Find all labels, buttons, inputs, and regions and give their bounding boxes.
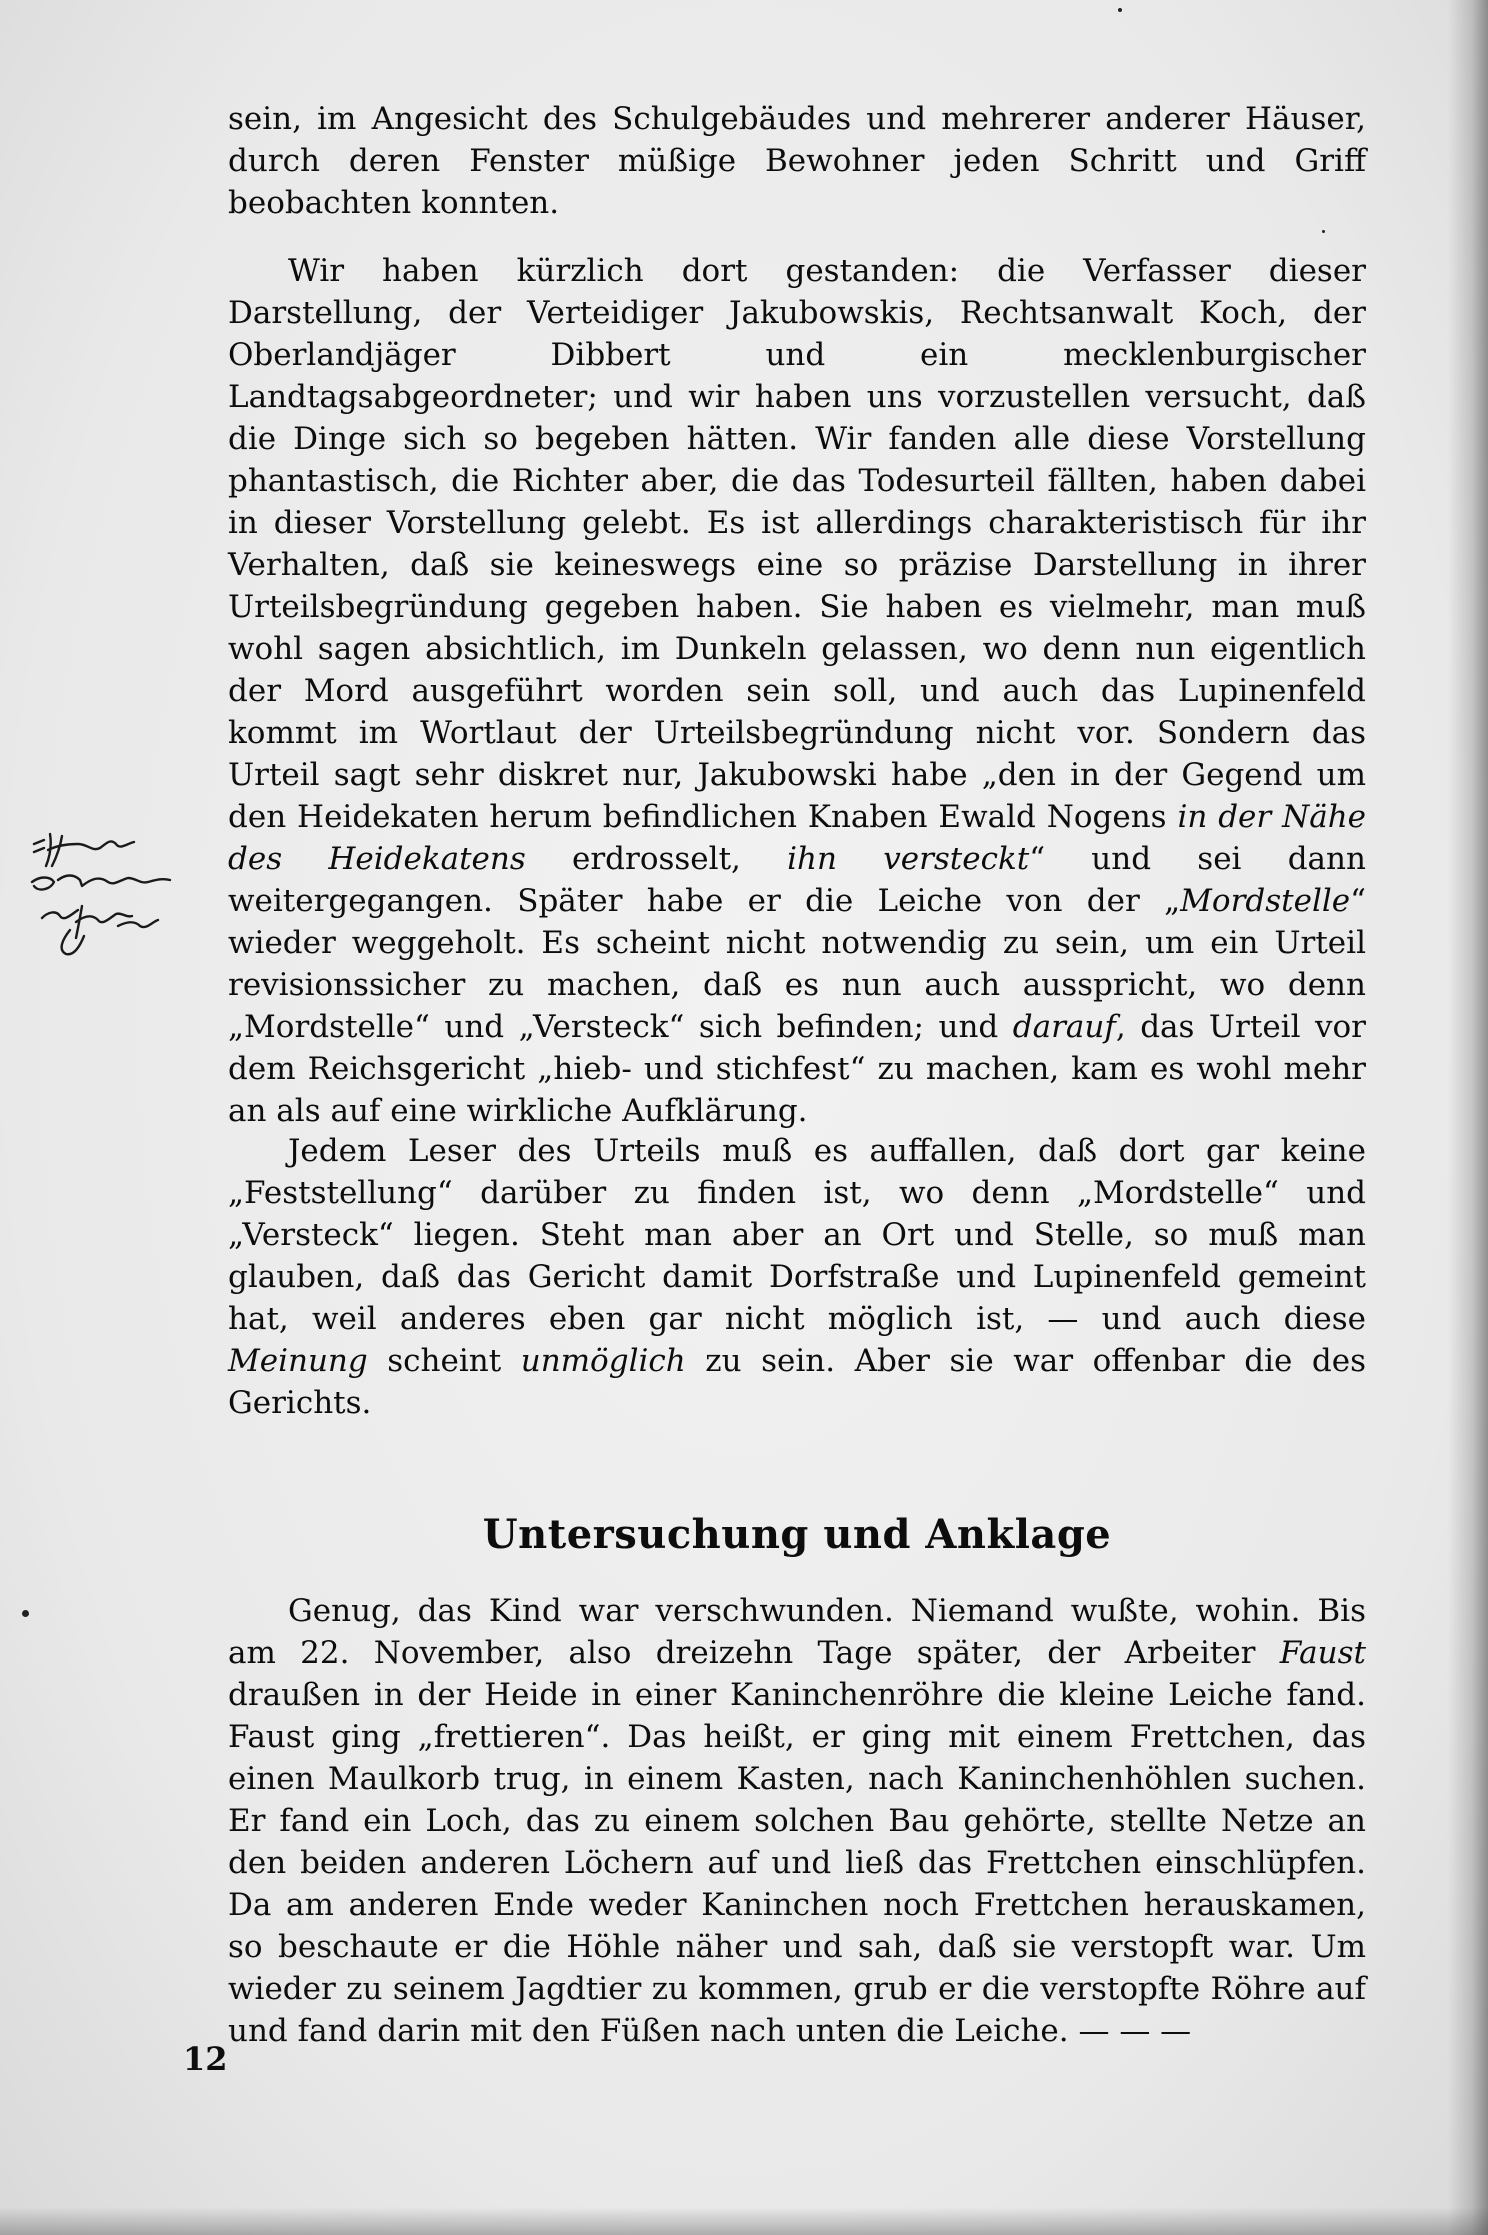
ink-speck (1118, 8, 1122, 12)
paragraph-text (228, 1130, 1366, 1424)
italic-run: Mordstelle (1180, 883, 1351, 919)
paragraph-text (228, 1590, 1366, 2052)
text-run: draußen in der Heide in einer Kaninchenröhre die kleine Leiche fand. Faust ging „frettieren“. Das heißt, er ging mit einem Frettchen, das einen Maulkorb trug, in einem Kasten, nach Kaninchenhöhlen suchen. Er fand ein Loch, das zu einem solchen Bau gehörte, stellte Netze an den beiden anderen Löchern auf und ließ das Frettchen einschlüpfen. Da am anderen Ende weder Kaninchen noch Frettchen herauskamen, so beschaute er die Höhle näher und sah, daß sie verstopft war. Um wieder zu seinem Jagdtier zu kommen, grub er die verstopfte Röhre auf und fand darin mit den Füßen nach unten die Leiche. — — — (228, 1677, 1366, 2049)
italic-run: ihn versteckt (787, 841, 1030, 877)
section-heading: Untersuchung und Anklage (482, 1511, 1112, 1558)
paragraph-discovery (228, 1590, 1366, 2052)
paragraph-reader-note (228, 1130, 1366, 1424)
paragraph-continuation (228, 98, 1366, 224)
paragraph-trial-description (228, 250, 1366, 1132)
text-run: “ wieder weggeholt. Es scheint nicht notwendig zu sein, um ein Urteil revisionssicher zu machen, daß es nun auch ausspricht, wo denn „Mordstelle“ und „Versteck“ sich befinden; und (228, 883, 1366, 1045)
text-run: Jedem Leser des Urteils muß es auffallen, daß dort gar keine „Feststellung“ darüber zu finden ist, wo denn „Mordstelle“ und „Versteck“ liegen. Steht man aber an Ort und Stelle, so muß man glauben, daß das Gericht damit Dorfstraße und Lupinenfeld gemeint hat, weil anderes eben gar nicht möglich ist, — und auch diese (228, 1133, 1366, 1337)
page-bottom-shadow (0, 2207, 1488, 2235)
handwritten-margin-note (22, 822, 222, 972)
ink-speck (1322, 230, 1325, 233)
italic-run: darauf (1012, 1009, 1116, 1045)
italic-run: in der Nähe des Heidekatens (228, 799, 1367, 877)
text-run: scheint (367, 1343, 521, 1379)
paragraph-text: sein, im Angesicht des Schulgebäudes und mehrerer anderer Häuser, durch deren Fenster müßige Bewohner jeden Schritt und Griff beobachten konnten. (228, 101, 1366, 221)
page-edge-shadow (1448, 0, 1488, 2235)
text-run: Genug, das Kind war verschwunden. Niemand wußte, wohin. Bis am 22. November, also dreizehn Tage später, der Arbeiter (228, 1593, 1366, 1671)
text-run: “ und sei dann weitergegangen. Später habe er die Leiche von der „ (228, 841, 1366, 919)
text-run: zu sein. Aber sie war offenbar die des Gerichts. (228, 1343, 1366, 1421)
italic-run: Meinung (228, 1343, 368, 1379)
italic-run: unmöglich (520, 1343, 686, 1379)
text-run: erdrosselt, (525, 841, 788, 877)
paragraph-text (228, 250, 1366, 1132)
text-run: Wir haben kürzlich dort gestanden: die Verfasser dieser Darstellung, der Verteidiger Jakubowskis, Rechtsanwalt Koch, der Oberlandjäger Dibbert und ein mecklenburgischer Landtagsabgeordneter; und wir haben uns vorzustellen versucht, daß die Dinge sich so begeben hätten. Wir fanden alle diese Vorstellung phantastisch, die Richter aber, die das Todesurteil fällten, haben dabei in dieser Vorstellung gelebt. Es ist allerdings charakteristisch für ihr Verhalten, daß sie keineswegs eine so präzise Darstellung in ihrer Urteilsbegründung gegeben haben. Sie haben es vielmehr, man muß wohl sagen absichtlich, im Dunkeln gelassen, wo denn nun eigentlich der Mord ausgeführt worden sein soll, und auch das Lupinenfeld kommt im Wortlaut der Urteilsbegründung nicht vor. Sondern das Urteil sagt sehr diskret nur, Jakubowski habe „den in der Gegend um den Heidekaten herum befindlichen Knaben Ewald Nogens (228, 253, 1366, 835)
page-number: 12 (183, 2040, 228, 2078)
text-run: , das Urteil vor dem Reichsgericht „hieb- und stichfest“ zu machen, kam es wohl mehr an als auf eine wirkliche Aufklärung. (228, 1009, 1366, 1129)
ink-speck (22, 1610, 29, 1617)
italic-run: Faust (1279, 1635, 1366, 1671)
